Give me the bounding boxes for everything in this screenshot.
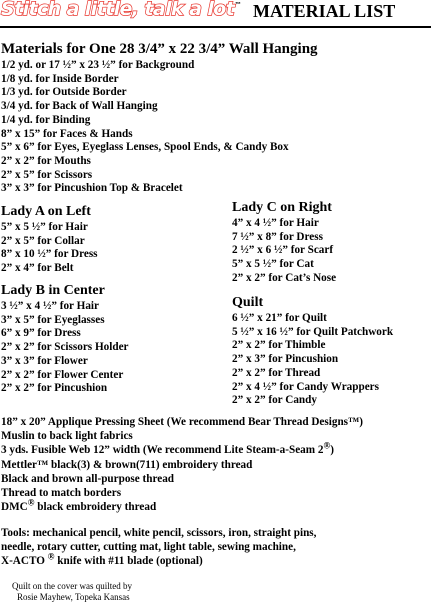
list-item: 6” x 9” for Dress	[1, 327, 129, 341]
page-title: MATERIAL LIST	[253, 1, 395, 22]
list-item: 18” x 20” Applique Pressing Sheet (We recommend Bear Thread Designs™)	[1, 415, 363, 429]
list-item: 2” x 2” for Candy	[232, 394, 393, 408]
list-item: 3 yds. Fusible Web 12” width (We recommend Lite Steam-a-Seam 2®)	[1, 443, 363, 457]
list-item: 2” x 2” for Flower Center	[1, 369, 129, 383]
list-item: 3 ½” x 4 ½” for Hair	[1, 300, 129, 314]
list-item: Muslin to back light fabrics	[1, 429, 363, 443]
header-rule	[0, 26, 431, 28]
list-item: Thread to match borders	[1, 486, 363, 500]
list-item: X-ACTO ® knife with #11 blade (optional)	[1, 554, 316, 568]
lady-a-heading: Lady A on Left	[1, 203, 98, 220]
lady-c-heading: Lady C on Right	[232, 199, 336, 216]
list-item: Tools: mechanical pencil, white pencil, scissors, iron, straight pins,	[1, 526, 316, 540]
list-item: 5” x 5 ½” for Cat	[232, 258, 336, 272]
quilting-credit	[12, 581, 132, 602]
list-item: DMC® black embroidery thread	[1, 500, 363, 514]
list-item: 2” x 2” for Thimble	[232, 339, 393, 353]
list-item: 2” x 2” for Mouths	[1, 155, 318, 169]
list-item: 5” x 5 ½” for Hair	[1, 221, 98, 235]
supplies-section	[1, 415, 363, 514]
list-item: Black and brown all-purpose thread	[1, 472, 363, 486]
list-item: 8” x 10 ½” for Dress	[1, 248, 98, 262]
list-item: 2” x 4 ½” for Candy Wrappers	[232, 381, 393, 395]
list-item: 2 ½” x 6 ½” for Scarf	[232, 244, 336, 258]
list-item: 2” x 2” for Thread	[232, 367, 393, 381]
quilt-list	[232, 312, 393, 408]
lady-b-heading: Lady B in Center	[1, 282, 129, 299]
list-item: 2” x 2” for Pincushion	[1, 382, 129, 396]
quilt-heading: Quilt	[232, 294, 393, 311]
list-item: 3” x 3” for Flower	[1, 355, 129, 369]
lady-b-list	[1, 300, 129, 396]
lady-a-section	[1, 203, 98, 276]
list-item: 1/8 yd. for Inside Border	[1, 73, 318, 87]
page-header	[0, 0, 431, 24]
lady-c-list	[232, 217, 336, 286]
list-item: 1/2 yd. or 17 ½” x 23 ½” for Background	[1, 59, 318, 73]
list-item: 2” x 2” for Scissors Holder	[1, 341, 129, 355]
list-item: 2” x 5” for Collar	[1, 235, 98, 249]
list-item: needle, rotary cutter, cutting mat, light table, sewing machine,	[1, 540, 316, 554]
materials-heading: Materials for One 28 3/4” x 22 3/4” Wall Hanging	[1, 40, 318, 58]
registered-mark: ®	[48, 552, 55, 562]
list-item: 5” x 6” for Eyes, Eyeglass Lenses, Spool Ends, & Candy Box	[1, 141, 318, 155]
credit-line: Rosie Mayhew, Topeka Kansas	[12, 592, 132, 602]
list-item: 3” x 5” for Eyeglasses	[1, 314, 129, 328]
list-item: 7 ½” x 8” for Dress	[232, 231, 336, 245]
list-item: 3/4 yd. for Back of Wall Hanging	[1, 100, 318, 114]
tools-list	[1, 526, 316, 569]
trademark-mark: ™	[235, 2, 241, 8]
list-item: 8” x 15” for Faces & Hands	[1, 128, 318, 142]
credit-line: Quilt on the cover was quilted by	[12, 581, 132, 592]
list-item: 1/3 yd. for Outside Border	[1, 86, 318, 100]
tools-section	[1, 526, 316, 569]
materials-section	[1, 40, 318, 196]
lady-b-section	[1, 282, 129, 396]
materials-list	[1, 59, 318, 196]
list-item: 2” x 3” for Pincushion	[232, 353, 393, 367]
lady-c-section	[232, 199, 336, 286]
list-item: 1/4 yd. for Binding	[1, 114, 318, 128]
list-item: 2” x 5” for Scissors	[1, 169, 318, 183]
list-item: 5 ½” x 16 ½” for Quilt Patchwork	[232, 326, 393, 340]
registered-mark: ®	[323, 441, 330, 451]
list-item: Mettler™ black(3) & brown(711) embroidery thread	[1, 458, 363, 472]
brand-logo-text: Stitch a little, talk a lot	[1, 0, 234, 20]
list-item: 2” x 2” for Cat’s Nose	[232, 272, 336, 286]
supplies-list	[1, 415, 363, 514]
list-item: 6 ½” x 21” for Quilt	[232, 312, 393, 326]
registered-mark: ®	[28, 497, 35, 507]
list-item: 2” x 4” for Belt	[1, 262, 98, 276]
list-item: 4” x 4 ½” for Hair	[232, 217, 336, 231]
list-item: 3” x 3” for Pincushion Top & Bracelet	[1, 182, 318, 196]
quilt-section	[232, 294, 393, 408]
lady-a-list	[1, 221, 98, 276]
